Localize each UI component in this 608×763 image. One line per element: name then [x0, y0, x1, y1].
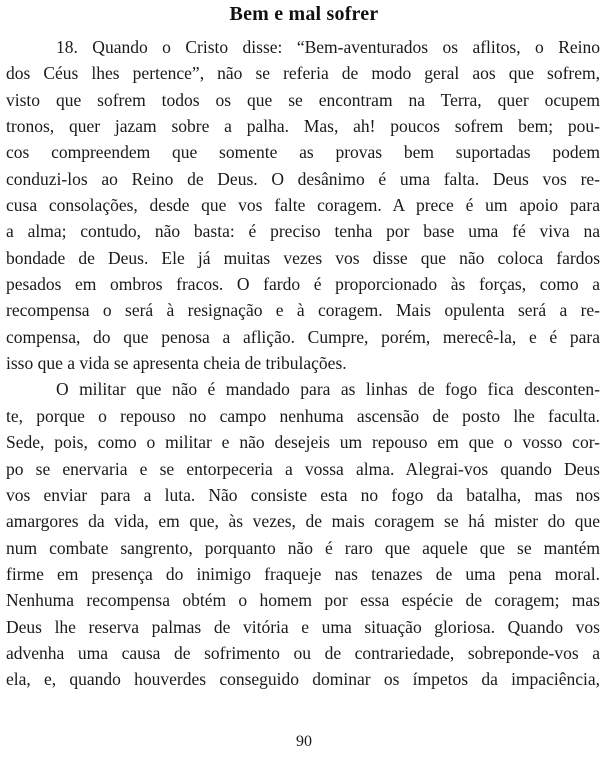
page-number: 90	[296, 733, 312, 750]
text-line: num combate sangrento, porquanto não é raro que aquele que se mantém	[6, 537, 600, 558]
text-line: te, porque o repouso no campo nenhuma ascensão de posto lhe faculta.	[6, 405, 600, 426]
text-line: amargores da vida, em que, às vezes, de mais coragem se há mister do que	[6, 511, 600, 532]
text-line: conduzi-los ao Reino de Deus. O desânimo é uma falta. Deus vos re-	[6, 168, 600, 189]
paragraph	[6, 376, 600, 692]
text-line: cos compreendem que somente as provas bem suportadas podem	[6, 142, 600, 163]
text-line: tronos, quer jazam sobre a palha. Mas, ah! poucos sofrem bem; pou-	[6, 116, 600, 137]
text-line: recompensa o será à resignação e à coragem. Mais opulenta será a re-	[6, 300, 600, 321]
text-line: po se enervaria e se entorpeceria a vossa alma. Alegrai-vos quando Deus	[6, 458, 600, 479]
text-line: advenha uma causa de sofrimento ou de contrariedade, sobreponde-vos a	[6, 642, 600, 663]
text-line: bondade de Deus. Ele já muitas vezes vos disse que não coloca fardos	[6, 247, 600, 268]
text-line: Sede, pois, como o militar e não desejeis um repouso em que o vosso cor-	[6, 432, 600, 453]
text-line: cusa consolações, desde que vos falte coragem. A prece é um apoio para	[6, 195, 600, 216]
text-line: Deus lhe reserva palmas de vitória e uma situação gloriosa. Quando vos	[6, 616, 600, 637]
text-line: dos Céus lhes pertence”, não se referia de modo geral aos que sofrem,	[6, 63, 600, 84]
section-heading: Bem e mal sofrer	[229, 3, 379, 25]
text-line: O militar que não é mandado para as linhas de fogo fica desconten-	[56, 379, 600, 400]
text-line: vos enviar para a luta. Não consiste esta no fogo da batalha, mas nos	[6, 484, 600, 505]
text-line: visto que sofrem todos os que se encontram na Terra, quer ocupem	[6, 89, 600, 110]
paragraph	[6, 34, 600, 376]
text-line: 18. Quando o Cristo disse: “Bem-aventurados os aflitos, o Reino	[56, 37, 600, 57]
text-line: ela, e, quando houverdes conseguido dominar os ímpetos da impaciência,	[6, 669, 600, 690]
text-line: firme em presença do inimigo fraqueje nas tenazes de uma pena moral.	[6, 563, 600, 584]
text-line: pesados em ombros fracos. O fardo é proporcionado às forças, como a	[6, 274, 600, 295]
body-text	[6, 34, 600, 693]
text-line: Nenhuma recompensa obtém o homem por essa espécie de coragem; mas	[6, 590, 600, 611]
text-line: isso que a vida se apresenta cheia de tribulações.	[6, 353, 347, 374]
text-line: compensa, do que penosa a aflição. Cumpre, porém, merecê-la, e é para	[6, 326, 600, 347]
text-line: a alma; contudo, não basta: é preciso tenha por base uma fé viva na	[6, 221, 600, 242]
